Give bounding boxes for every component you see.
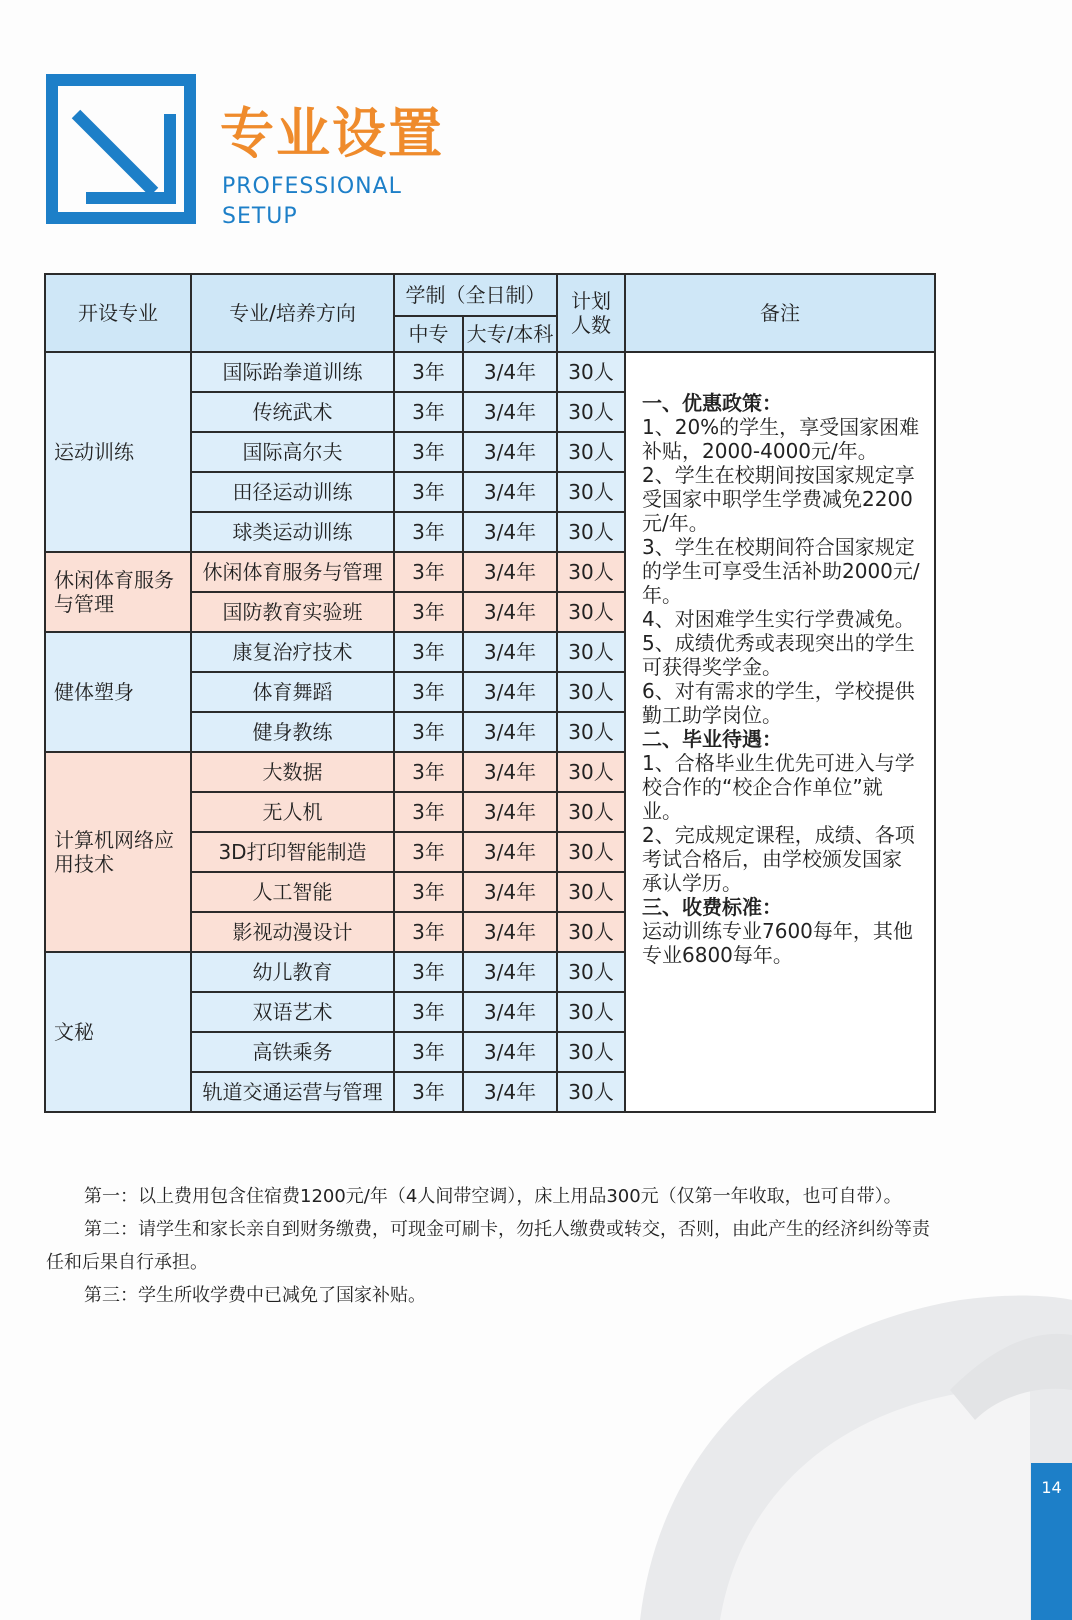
- remarks-item: 3、学生在校期间符合国家规定的学生可享受生活补助2000元/年。: [642, 535, 920, 607]
- header-major: 开设专业: [45, 274, 191, 352]
- remarks-item: 4、对困难学生实行学费减免。: [642, 607, 915, 631]
- dazhuan-cell: 3/4年: [463, 992, 557, 1032]
- remarks-item: 运动训练专业7600每年，其他专业6800每年。: [642, 919, 913, 967]
- plan-cell: 30人: [557, 352, 625, 392]
- category-cell: 计算机网络应用技术: [45, 752, 191, 952]
- dazhuan-cell: 3/4年: [463, 632, 557, 672]
- zhongzhuan-cell: 3年: [394, 872, 463, 912]
- plan-cell: 30人: [557, 912, 625, 952]
- direction-cell: 无人机: [191, 792, 394, 832]
- zhongzhuan-cell: 3年: [394, 672, 463, 712]
- category-cell: 健体塑身: [45, 632, 191, 752]
- direction-cell: 影视动漫设计: [191, 912, 394, 952]
- zhongzhuan-cell: 3年: [394, 632, 463, 672]
- dazhuan-cell: 3/4年: [463, 432, 557, 472]
- footnote-3: 第三：学生所收学费中已减免了国家补贴。: [84, 1285, 426, 1306]
- zhongzhuan-cell: 3年: [394, 952, 463, 992]
- plan-cell: 30人: [557, 952, 625, 992]
- direction-cell: 国际高尔夫: [191, 432, 394, 472]
- direction-cell: 健身教练: [191, 712, 394, 752]
- plan-cell: 30人: [557, 552, 625, 592]
- direction-cell: 人工智能: [191, 872, 394, 912]
- plan-cell: 30人: [557, 792, 625, 832]
- remarks-heading: 三、收费标准：: [642, 895, 782, 919]
- remarks-heading: 一、优惠政策：: [642, 391, 782, 415]
- remarks-item: 2、完成规定课程，成绩、各项考试合格后，由学校颁发国家承认学历。: [642, 823, 915, 895]
- category-cell: 休闲体育服务与管理: [45, 552, 191, 632]
- footnotes: [46, 1180, 936, 1312]
- arrow-logo-icon: [46, 74, 196, 224]
- zhongzhuan-cell: 3年: [394, 432, 463, 472]
- dazhuan-cell: 3/4年: [463, 1072, 557, 1112]
- dazhuan-cell: 3/4年: [463, 792, 557, 832]
- direction-cell: 高铁乘务: [191, 1032, 394, 1072]
- dazhuan-cell: 3/4年: [463, 952, 557, 992]
- plan-cell: 30人: [557, 512, 625, 552]
- zhongzhuan-cell: 3年: [394, 712, 463, 752]
- zhongzhuan-cell: 3年: [394, 1032, 463, 1072]
- plan-cell: 30人: [557, 712, 625, 752]
- direction-cell: 球类运动训练: [191, 512, 394, 552]
- plan-cell: 30人: [557, 992, 625, 1032]
- page-number: 14: [1041, 1478, 1062, 1497]
- remarks-item: 1、20%的学生，享受国家困难补贴，2000-4000元/年。: [642, 415, 920, 463]
- remarks-cell: [625, 352, 935, 1112]
- direction-cell: 传统武术: [191, 392, 394, 432]
- direction-cell: 国防教育实验班: [191, 592, 394, 632]
- remarks-item: 6、对有需求的学生，学校提供勤工助学岗位。: [642, 679, 915, 727]
- footnote-2: 第二：请学生和家长亲自到财务缴费，可现金可刷卡，勿托人缴费或转交，否则，由此产生的经济纠纷等责任和后果自行承担。: [46, 1219, 930, 1273]
- dazhuan-cell: 3/4年: [463, 1032, 557, 1072]
- plan-cell: 30人: [557, 752, 625, 792]
- zhongzhuan-cell: 3年: [394, 472, 463, 512]
- zhongzhuan-cell: 3年: [394, 832, 463, 872]
- subtitle-line-1: PROFESSIONAL: [222, 174, 402, 199]
- footnote-1: 第一：以上费用包含住宿费1200元/年（4人间带空调），床上用品300元（仅第一年收取，也可自带）。: [84, 1186, 902, 1207]
- remarks-item: 5、成绩优秀或表现突出的学生可获得奖学金。: [642, 631, 915, 679]
- dazhuan-cell: 3/4年: [463, 352, 557, 392]
- header-plan: [557, 274, 625, 352]
- dazhuan-cell: 3/4年: [463, 712, 557, 752]
- zhongzhuan-cell: 3年: [394, 792, 463, 832]
- plan-cell: 30人: [557, 432, 625, 472]
- zhongzhuan-cell: 3年: [394, 552, 463, 592]
- direction-cell: 体育舞蹈: [191, 672, 394, 712]
- zhongzhuan-cell: 3年: [394, 592, 463, 632]
- dazhuan-cell: 3/4年: [463, 832, 557, 872]
- direction-cell: 田径运动训练: [191, 472, 394, 512]
- dazhuan-cell: 3/4年: [463, 752, 557, 792]
- header-direction: 专业/培养方向: [191, 274, 394, 352]
- header-system: 学制（全日制）: [394, 274, 557, 316]
- remarks-item: 2、学生在校期间按国家规定享受国家中职学生学费减免2200元/年。: [642, 463, 915, 535]
- zhongzhuan-cell: 3年: [394, 1072, 463, 1112]
- dazhuan-cell: 3/4年: [463, 872, 557, 912]
- header-plan-line1: 计划: [571, 289, 611, 313]
- plan-cell: 30人: [557, 472, 625, 512]
- page-subtitle: [222, 172, 402, 232]
- zhongzhuan-cell: 3年: [394, 992, 463, 1032]
- header-dazhuan: 大专/本科: [463, 316, 557, 352]
- header-remarks: 备注: [625, 274, 935, 352]
- dazhuan-cell: 3/4年: [463, 472, 557, 512]
- page-title: 专业设置: [220, 102, 444, 165]
- dazhuan-cell: 3/4年: [463, 552, 557, 592]
- dazhuan-cell: 3/4年: [463, 512, 557, 552]
- plan-cell: 30人: [557, 1072, 625, 1112]
- dazhuan-cell: 3/4年: [463, 592, 557, 632]
- dazhuan-cell: 3/4年: [463, 672, 557, 712]
- direction-cell: 3D打印智能制造: [191, 832, 394, 872]
- direction-cell: 大数据: [191, 752, 394, 792]
- subtitle-line-2: SETUP: [222, 204, 298, 229]
- zhongzhuan-cell: 3年: [394, 912, 463, 952]
- header-plan-line2: 人数: [571, 313, 611, 337]
- direction-cell: 康复治疗技术: [191, 632, 394, 672]
- direction-cell: 休闲体育服务与管理: [191, 552, 394, 592]
- direction-cell: 国际跆拳道训练: [191, 352, 394, 392]
- plan-cell: 30人: [557, 592, 625, 632]
- zhongzhuan-cell: 3年: [394, 392, 463, 432]
- direction-cell: 幼儿教育: [191, 952, 394, 992]
- plan-cell: 30人: [557, 672, 625, 712]
- zhongzhuan-cell: 3年: [394, 752, 463, 792]
- plan-cell: 30人: [557, 872, 625, 912]
- dazhuan-cell: 3/4年: [463, 912, 557, 952]
- plan-cell: 30人: [557, 1032, 625, 1072]
- plan-cell: 30人: [557, 632, 625, 672]
- remarks-item: 1、合格毕业生优先可进入与学校合作的“校企合作单位”就业。: [642, 751, 915, 823]
- zhongzhuan-cell: 3年: [394, 352, 463, 392]
- majors-table: [44, 273, 936, 1113]
- plan-cell: 30人: [557, 392, 625, 432]
- header-zhongzhuan: 中专: [394, 316, 463, 352]
- zhongzhuan-cell: 3年: [394, 512, 463, 552]
- dazhuan-cell: 3/4年: [463, 392, 557, 432]
- category-cell: 文秘: [45, 952, 191, 1112]
- direction-cell: 轨道交通运营与管理: [191, 1072, 394, 1112]
- category-cell: 运动训练: [45, 352, 191, 552]
- plan-cell: 30人: [557, 832, 625, 872]
- direction-cell: 双语艺术: [191, 992, 394, 1032]
- remarks-heading: 二、毕业待遇：: [642, 727, 782, 751]
- table-row: [45, 352, 935, 392]
